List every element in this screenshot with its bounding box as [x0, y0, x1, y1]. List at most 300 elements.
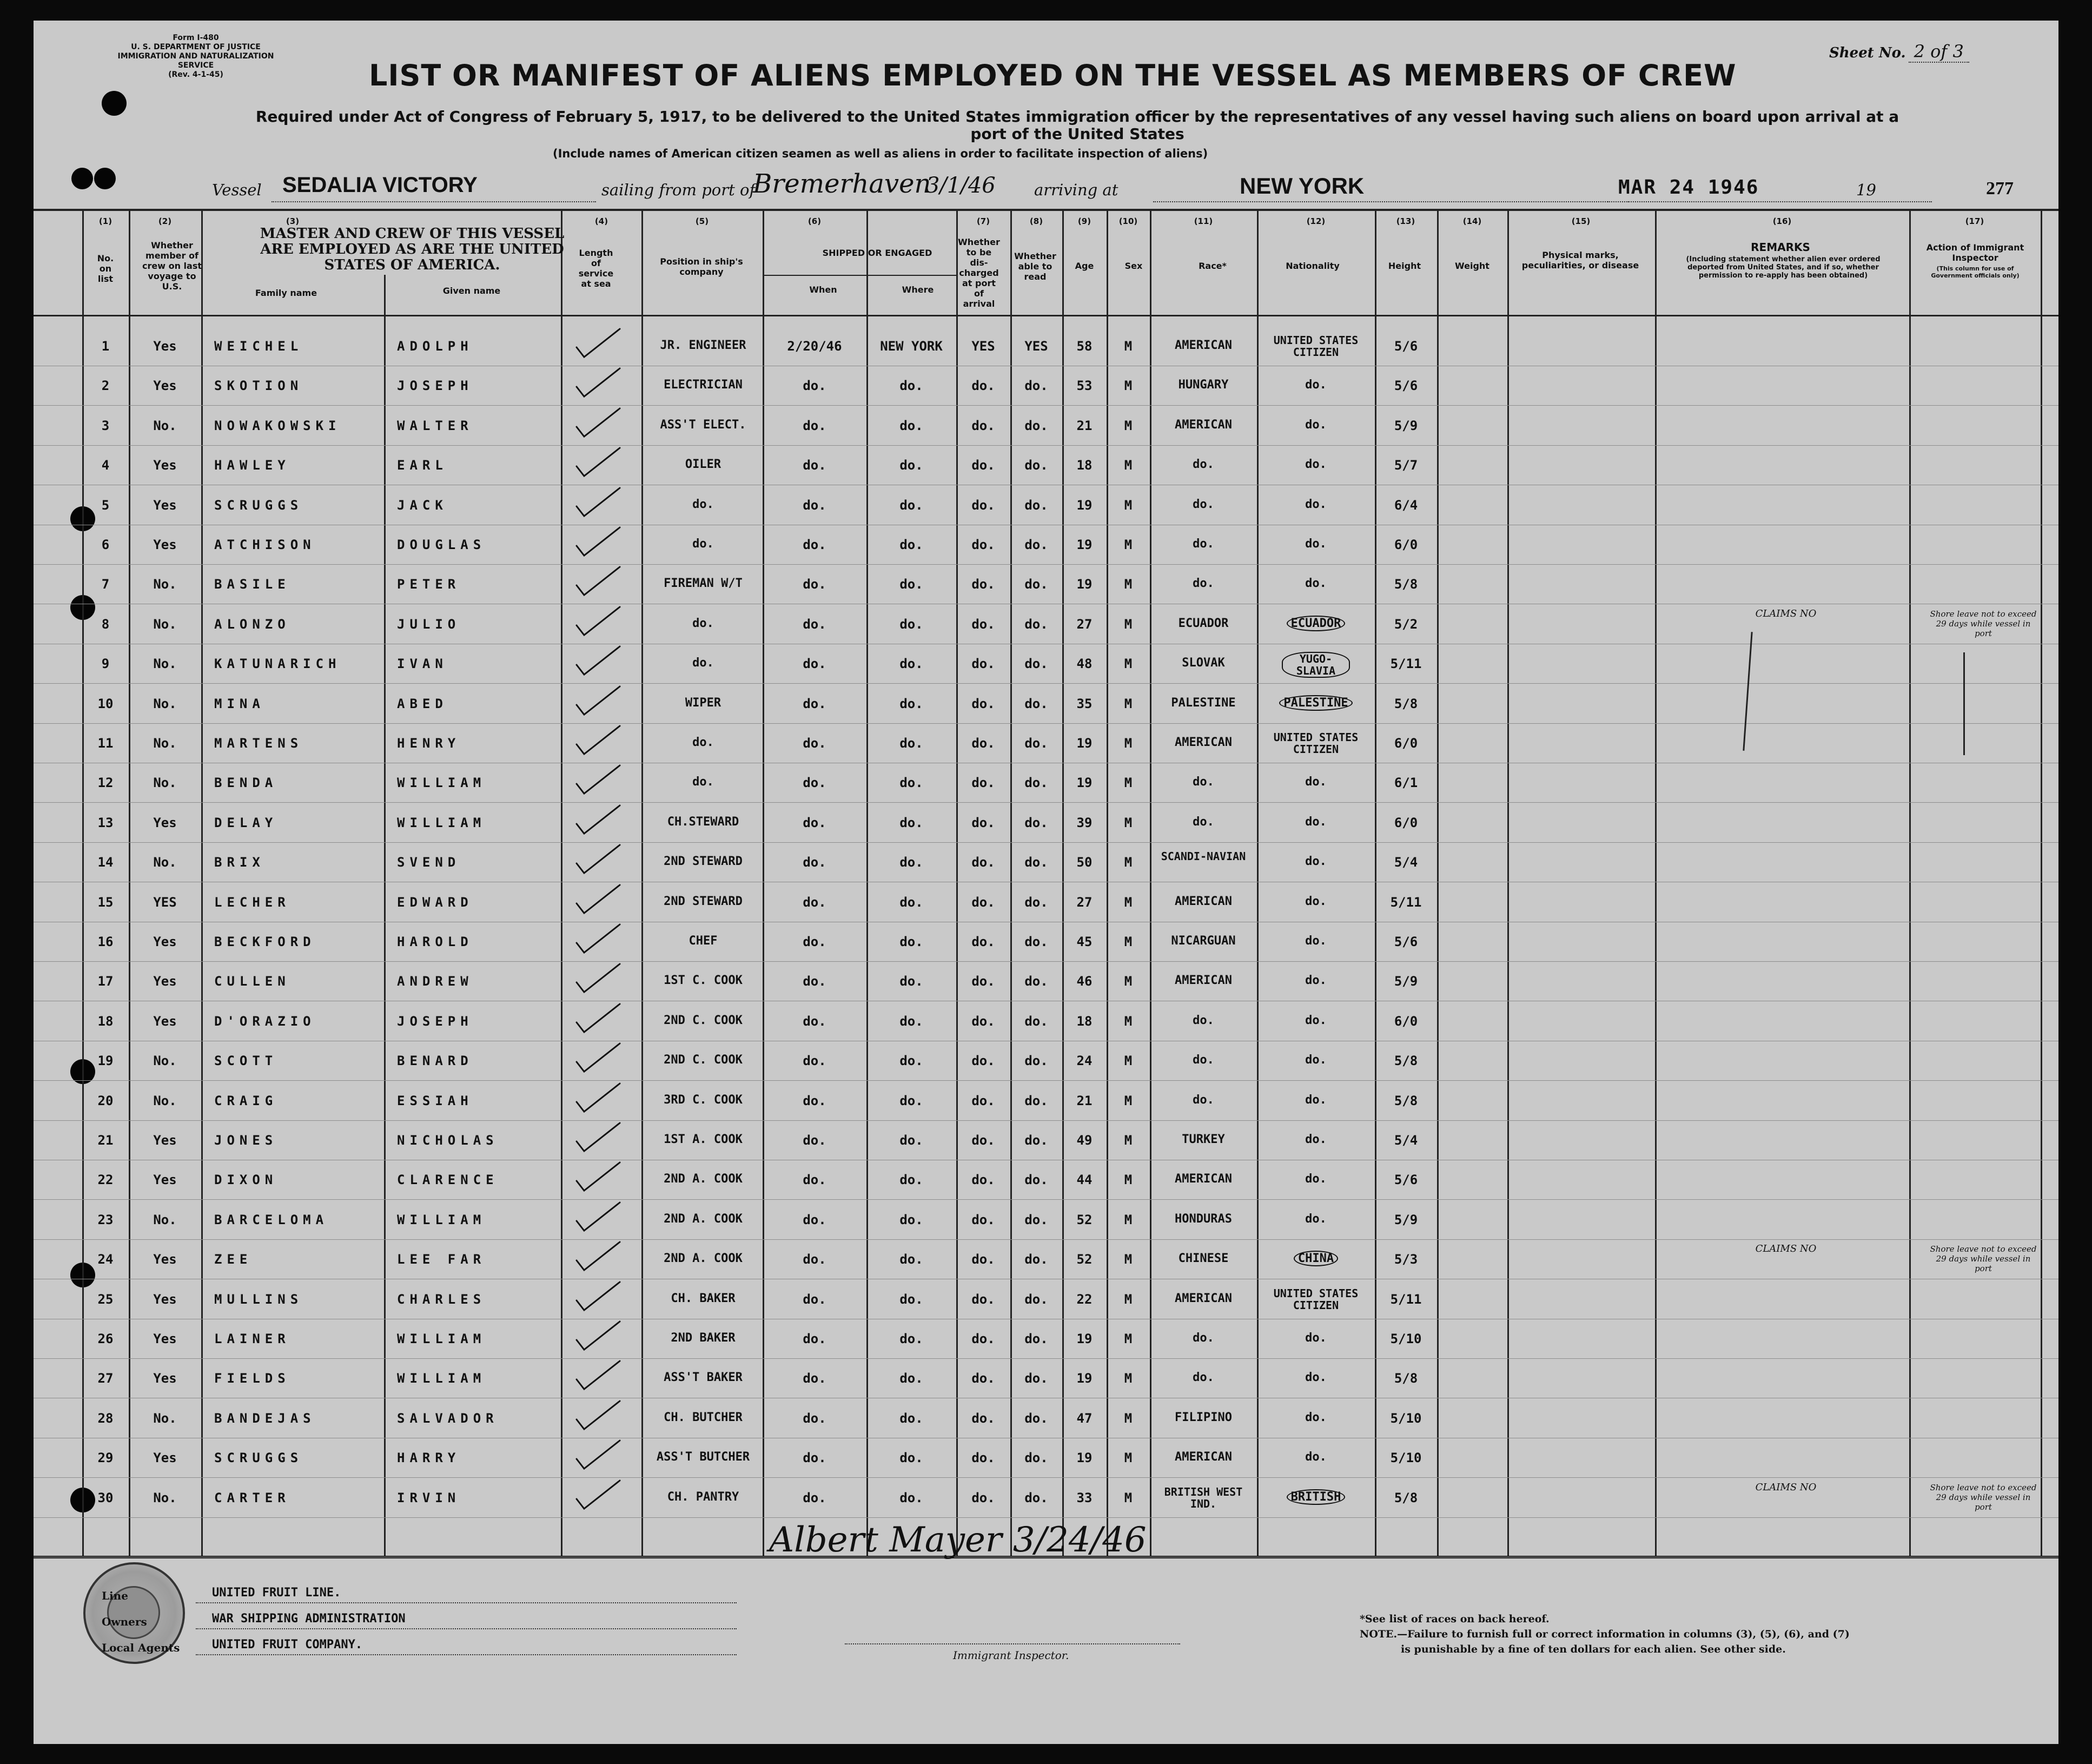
race-cell: do. — [1193, 458, 1214, 471]
agents-underline — [196, 1654, 737, 1655]
line-underline — [196, 1602, 737, 1603]
sex-cell: M — [1124, 577, 1133, 592]
sheet-value: 2 of 3 — [1909, 41, 1969, 63]
row-rule — [34, 1199, 2058, 1200]
column-divider — [1655, 211, 1657, 1556]
header-able-to-read: Whether able to read — [1014, 251, 1056, 282]
age-cell: 21 — [1076, 1093, 1093, 1108]
no-cell: 17 — [97, 974, 114, 989]
remarks-cell: CLAIMS NO — [1755, 1244, 1817, 1254]
line-value: UNITED FRUIT LINE. — [212, 1586, 341, 1600]
action-cell: Shore leave not to exceed 29 days while vessel in port — [1930, 1483, 2037, 1512]
shipped-where-cell: do. — [899, 418, 923, 433]
position-cell: CH. BUTCHER — [664, 1411, 743, 1424]
family-name-cell: SCRUGGS — [214, 498, 303, 513]
race-cell: AMERICAN — [1175, 1450, 1232, 1464]
age-cell: 19 — [1076, 1371, 1093, 1386]
nationality-circle: PALESTINE — [1279, 695, 1352, 711]
shipped-where-cell: do. — [899, 378, 923, 393]
no-cell: 24 — [97, 1252, 114, 1267]
prev-voyage-cell: No. — [153, 1411, 177, 1426]
no-cell: 22 — [97, 1172, 114, 1187]
prev-voyage-cell: Yes — [153, 1371, 177, 1386]
subtitle-line-2: port of the United States — [970, 125, 1184, 143]
no-cell: 29 — [97, 1450, 114, 1465]
check-mark-icon — [574, 1319, 623, 1352]
no-cell: 18 — [97, 1014, 114, 1029]
column-divider — [1375, 211, 1376, 1556]
remarks-cell — [1678, 331, 1894, 365]
no-cell: 5 — [101, 498, 110, 513]
shipped-when-cell: do. — [803, 1133, 826, 1148]
able-to-read-cell: do. — [1024, 1490, 1048, 1505]
able-to-read-cell: do. — [1024, 498, 1048, 513]
row-rule — [34, 564, 2058, 565]
prev-voyage-cell: Yes — [153, 815, 177, 830]
owners-value: WAR SHIPPING ADMINISTRATION — [212, 1612, 406, 1626]
height-cell: 6/0 — [1394, 537, 1418, 552]
header-discharged: Whether to be dis-charged at port of arrival — [958, 237, 1000, 309]
family-name-cell: FIELDS — [214, 1371, 290, 1386]
nationality-cell: do. — [1305, 1411, 1327, 1424]
shipped-when-cell: do. — [803, 934, 826, 949]
shipped-when-cell: do. — [803, 418, 826, 433]
family-name-cell: SKOTION — [214, 378, 303, 393]
header-no-on-list: No. on list — [97, 253, 114, 284]
discharged-cell: do. — [971, 537, 995, 552]
prev-voyage-cell: No. — [153, 696, 177, 711]
able-to-read-cell: do. — [1024, 1411, 1048, 1426]
age-cell: 27 — [1076, 895, 1093, 910]
no-cell: 9 — [101, 656, 110, 671]
check-mark-icon — [574, 1478, 623, 1511]
page-title: LIST OR MANIFEST OF ALIENS EMPLOYED ON THE VESSEL AS MEMBERS OF CREW — [369, 58, 1737, 93]
sailing-label: sailing from port of — [601, 181, 756, 199]
shipped-when-cell: do. — [803, 378, 826, 393]
nationality-cell: do. — [1305, 418, 1327, 432]
shipped-when-cell: do. — [803, 736, 826, 751]
family-name-cell: DIXON — [214, 1172, 278, 1187]
prev-voyage-cell: Yes — [153, 537, 177, 552]
given-name-cell: EARL — [397, 458, 448, 473]
check-mark-icon — [574, 922, 623, 955]
page-number: 277 — [1986, 179, 2014, 199]
prev-voyage-cell: Yes — [153, 1014, 177, 1029]
header-sex: Sex — [1124, 261, 1143, 271]
able-to-read-cell: do. — [1024, 458, 1048, 473]
sex-cell: M — [1124, 378, 1133, 393]
no-cell: 27 — [97, 1371, 114, 1386]
shipped-where-cell: do. — [899, 617, 923, 632]
shipped-when-cell: do. — [803, 1331, 826, 1346]
no-cell: 25 — [97, 1292, 114, 1307]
column-divider — [1107, 211, 1108, 1556]
prev-voyage-cell: No. — [153, 736, 177, 751]
age-cell: 19 — [1076, 736, 1093, 751]
able-to-read-cell: do. — [1024, 1093, 1048, 1108]
shipped-where-cell: do. — [899, 1411, 923, 1426]
no-cell: 3 — [101, 418, 110, 433]
race-cell: ECUADOR — [1178, 617, 1229, 630]
shipped-when-cell: do. — [803, 1172, 826, 1187]
column-number-label: (13) — [1396, 216, 1415, 226]
sex-cell: M — [1124, 736, 1133, 751]
able-to-read-cell: do. — [1024, 1172, 1048, 1187]
row-rule — [34, 1358, 2058, 1359]
height-cell: 6/0 — [1394, 1014, 1418, 1029]
given-name-cell: ANDREW — [397, 974, 473, 989]
race-cell: SLOVAK — [1182, 656, 1225, 670]
header-action-sub: (This column for use of Government officials only) — [1931, 265, 2020, 279]
no-cell: 4 — [101, 458, 110, 473]
nationality-cell: do. — [1305, 378, 1327, 392]
position-cell: 2ND A. COOK — [664, 1172, 743, 1186]
remarks-cell — [1678, 569, 1894, 603]
shipped-when-cell: do. — [803, 1292, 826, 1307]
given-name-cell: CLARENCE — [397, 1172, 499, 1187]
race-cell: do. — [1193, 775, 1214, 789]
family-name-cell: LECHER — [214, 895, 290, 910]
nationality-cell: do. — [1305, 1331, 1327, 1345]
shipped-when-cell: do. — [803, 1411, 826, 1426]
height-cell: 5/6 — [1394, 934, 1418, 949]
given-name-cell: JULIO — [397, 617, 461, 632]
vessel-underline — [272, 201, 596, 202]
shipped-when-cell: 2/20/46 — [787, 339, 842, 354]
age-cell: 24 — [1076, 1053, 1093, 1068]
able-to-read-cell: do. — [1024, 855, 1048, 870]
given-name-cell: JOSEPH — [397, 378, 473, 393]
punch-hole — [102, 91, 127, 116]
family-name-cell: HAWLEY — [214, 458, 290, 473]
discharged-cell: do. — [971, 1014, 995, 1029]
nationality-cell — [1257, 652, 1375, 690]
shipped-when-cell: do. — [803, 775, 826, 790]
discharged-cell: YES — [971, 339, 995, 354]
given-name-cell: LEE FAR — [397, 1252, 486, 1267]
given-name-cell: SVEND — [397, 855, 461, 870]
race-cell: do. — [1193, 815, 1214, 829]
column-number-label: (12) — [1306, 216, 1326, 226]
prev-voyage-cell: Yes — [153, 1331, 177, 1346]
check-mark-icon — [574, 486, 623, 518]
given-name-cell: CHARLES — [397, 1292, 486, 1307]
prev-voyage-cell: YES — [153, 895, 177, 910]
discharged-cell: do. — [971, 1331, 995, 1346]
header-length-of-service: Length of service at sea — [578, 248, 614, 289]
sex-cell: M — [1124, 1371, 1133, 1386]
shipped-when-cell: do. — [803, 1252, 826, 1267]
check-mark-icon — [574, 1438, 623, 1471]
action-cell — [1927, 1284, 2040, 1318]
check-mark-icon — [574, 327, 623, 359]
height-cell: 6/0 — [1394, 815, 1418, 830]
remarks-cell — [1678, 490, 1894, 524]
given-name-cell: HENRY — [397, 736, 461, 751]
nationality-cell: do. — [1305, 1172, 1327, 1186]
remarks-cell — [1678, 1324, 1894, 1357]
column-number-label: (3) — [286, 216, 300, 226]
discharged-cell: do. — [971, 1411, 995, 1426]
position-cell: 2ND STEWARD — [664, 855, 743, 868]
height-cell: 5/4 — [1394, 855, 1418, 870]
family-name-cell: BARCELOMA — [214, 1212, 329, 1227]
shipped-when-cell: do. — [803, 815, 826, 830]
nationality-cell: do. — [1305, 1133, 1327, 1146]
header-physical-marks: Physical marks, peculiarities, or disease — [1521, 250, 1639, 270]
shipped-when-cell: do. — [803, 974, 826, 989]
form-revision: (Rev. 4-1-45) — [168, 70, 223, 79]
no-cell: 1 — [101, 339, 110, 354]
shipped-where-cell: do. — [899, 736, 923, 751]
action-cell — [1927, 728, 2040, 762]
position-cell: 2ND C. COOK — [664, 1053, 743, 1067]
age-cell: 27 — [1076, 617, 1093, 632]
check-mark-icon — [574, 366, 623, 399]
given-name-cell: IRVIN — [397, 1490, 461, 1505]
age-cell: 19 — [1076, 1331, 1093, 1346]
discharged-cell: do. — [971, 498, 995, 513]
position-cell: do. — [692, 736, 714, 749]
column-number-label: (8) — [1029, 216, 1043, 226]
discharged-cell: do. — [971, 815, 995, 830]
race-cell: NICARGUAN — [1171, 934, 1236, 948]
nationality-cell: do. — [1305, 1212, 1327, 1226]
column-number-label: (11) — [1194, 216, 1213, 226]
shipped-when-cell: do. — [803, 1053, 826, 1068]
column-divider — [956, 211, 958, 1556]
remarks-cell — [1678, 847, 1894, 881]
family-name-cell: ATCHISON — [214, 537, 316, 552]
given-name-cell: DOUGLAS — [397, 537, 486, 552]
action-cell — [1927, 530, 2040, 563]
sex-cell: M — [1124, 855, 1133, 870]
discharged-cell: do. — [971, 1053, 995, 1068]
action-cell — [1927, 1363, 2040, 1397]
prev-voyage-cell: Yes — [153, 1450, 177, 1465]
header-race: Race* — [1199, 261, 1227, 271]
able-to-read-cell: do. — [1024, 895, 1048, 910]
position-cell: do. — [692, 498, 714, 511]
discharged-cell: do. — [971, 1450, 995, 1465]
age-cell: 44 — [1076, 1172, 1093, 1187]
height-cell: 6/0 — [1394, 736, 1418, 751]
height-cell: 6/1 — [1394, 775, 1418, 790]
check-mark-icon — [574, 1160, 623, 1193]
row-rule — [34, 1120, 2058, 1121]
check-mark-icon — [574, 1399, 623, 1431]
position-cell: 2ND C. COOK — [664, 1014, 743, 1027]
discharged-cell: do. — [971, 1212, 995, 1227]
nationality-circle: YUGO-SLAVIA — [1282, 652, 1350, 678]
able-to-read-cell: do. — [1024, 1371, 1048, 1386]
no-cell: 2 — [101, 378, 110, 393]
sex-cell: M — [1124, 1212, 1133, 1227]
sex-cell: M — [1124, 1411, 1133, 1426]
able-to-read-cell: do. — [1024, 1252, 1048, 1267]
sex-cell: M — [1124, 775, 1133, 790]
height-cell: 5/2 — [1394, 617, 1418, 632]
remarks-cell — [1678, 966, 1894, 1000]
shipped-where-cell: do. — [899, 1212, 923, 1227]
race-cell: do. — [1193, 498, 1214, 511]
discharged-cell: do. — [971, 378, 995, 393]
family-name-cell: ALONZO — [214, 617, 290, 632]
shipped-where-cell: do. — [899, 656, 923, 671]
column-divider — [2041, 211, 2042, 1556]
sex-cell: M — [1124, 418, 1133, 433]
able-to-read-cell: do. — [1024, 1133, 1048, 1148]
height-cell: 5/3 — [1394, 1252, 1418, 1267]
age-cell: 19 — [1076, 537, 1093, 552]
nationality-cell: do. — [1305, 1450, 1327, 1464]
discharged-cell: do. — [971, 934, 995, 949]
discharged-cell: do. — [971, 696, 995, 711]
able-to-read-cell: do. — [1024, 736, 1048, 751]
shipped-when-cell: do. — [803, 1212, 826, 1227]
header-action: Action of Immigrant Inspector — [1926, 242, 2024, 263]
no-cell: 26 — [97, 1331, 114, 1346]
row-rule — [34, 1477, 2058, 1478]
punch-hole — [94, 168, 116, 189]
column-number-label: (9) — [1077, 216, 1091, 226]
inspector-line — [845, 1643, 1180, 1644]
able-to-read-cell: do. — [1024, 1014, 1048, 1029]
prev-voyage-cell: Yes — [153, 1292, 177, 1307]
height-cell: 5/10 — [1390, 1331, 1422, 1346]
position-cell: CH.STEWARD — [667, 815, 739, 829]
race-cell: TURKEY — [1182, 1133, 1225, 1146]
check-mark-icon — [574, 1240, 623, 1272]
shipped-where-cell: do. — [899, 1252, 923, 1267]
age-cell: 18 — [1076, 458, 1093, 473]
sex-cell: M — [1124, 498, 1133, 513]
able-to-read-cell: do. — [1024, 974, 1048, 989]
able-to-read-cell: do. — [1024, 1292, 1048, 1307]
sex-cell: M — [1124, 1172, 1133, 1187]
position-cell: 1ST C. COOK — [664, 974, 743, 987]
action-cell — [1927, 808, 2040, 841]
no-cell: 21 — [97, 1133, 114, 1148]
remarks-cell — [1678, 1125, 1894, 1159]
row-rule — [34, 1239, 2058, 1240]
able-to-read-cell: do. — [1024, 656, 1048, 671]
height-cell: 5/8 — [1394, 1093, 1418, 1108]
nationality-circle: BRITISH — [1287, 1489, 1346, 1505]
race-cell: AMERICAN — [1175, 1292, 1232, 1305]
sex-cell: M — [1124, 537, 1133, 552]
able-to-read-cell: do. — [1024, 1053, 1048, 1068]
remarks-cell — [1678, 530, 1894, 563]
remarks-cell — [1678, 411, 1894, 444]
prev-voyage-cell: No. — [153, 617, 177, 632]
able-to-read-cell: do. — [1024, 1450, 1048, 1465]
no-cell: 12 — [97, 775, 114, 790]
family-name-cell: JONES — [214, 1133, 278, 1148]
discharged-cell: do. — [971, 855, 995, 870]
family-name-cell: LAINER — [214, 1331, 290, 1346]
nationality-cell: UNITED STATES CITIZEN — [1273, 334, 1359, 359]
no-cell: 7 — [101, 577, 110, 592]
date-stamp: MAR 24 1946 — [1618, 176, 1759, 199]
shipped-where-cell: do. — [899, 815, 923, 830]
check-mark-icon — [574, 724, 623, 756]
shipped-when-cell: do. — [803, 855, 826, 870]
race-cell: do. — [1193, 1371, 1214, 1384]
nationality-cell: do. — [1305, 1014, 1327, 1027]
action-cell — [1927, 847, 2040, 881]
given-name-cell: HAROLD — [397, 934, 473, 949]
shipped-where-cell: do. — [899, 498, 923, 513]
column-number-label: (14) — [1462, 216, 1482, 226]
header-remarks: REMARKS — [1751, 241, 1810, 254]
column-divider — [1062, 211, 1064, 1556]
position-cell: 2ND A. COOK — [664, 1252, 743, 1265]
check-mark-icon — [574, 525, 623, 558]
position-cell: WIPER — [685, 696, 721, 710]
sex-cell: M — [1124, 1093, 1133, 1108]
discharged-cell: do. — [971, 1252, 995, 1267]
sex-cell: M — [1124, 1014, 1133, 1029]
remarks-cell — [1678, 1363, 1894, 1397]
age-cell: 50 — [1076, 855, 1093, 870]
nationality-cell: do. — [1305, 775, 1327, 789]
race-cell: do. — [1193, 1331, 1214, 1345]
action-cell — [1927, 1046, 2040, 1079]
position-cell: do. — [692, 656, 714, 670]
action-cell — [1927, 1205, 2040, 1238]
check-mark-icon — [574, 1041, 623, 1074]
able-to-read-cell: do. — [1024, 418, 1048, 433]
check-mark-icon — [574, 1359, 623, 1391]
height-cell: 5/7 — [1394, 458, 1418, 473]
shipped-when-cell: do. — [803, 696, 826, 711]
race-cell: HUNGARY — [1178, 378, 1229, 392]
action-cell — [1927, 689, 2040, 722]
check-mark-icon — [574, 843, 623, 875]
age-cell: 53 — [1076, 378, 1093, 393]
check-mark-icon — [574, 803, 623, 836]
given-name-cell: EDWARD — [397, 895, 473, 910]
remarks-cell: CLAIMS NO — [1755, 609, 1817, 619]
age-cell: 22 — [1076, 1292, 1093, 1307]
race-cell: AMERICAN — [1175, 1172, 1232, 1186]
check-mark-icon — [574, 1002, 623, 1034]
remarks-cell — [1678, 768, 1894, 801]
header-remarks-sub: (Including statement whether alien ever ordered deported from United States, and if so, whether permission to re-apply has been obtained) — [1686, 255, 1881, 280]
given-name-cell: PETER — [397, 577, 461, 592]
nationality-cell — [1257, 1252, 1375, 1270]
shipped-where-cell: do. — [899, 1331, 923, 1346]
able-to-read-cell: YES — [1024, 339, 1048, 354]
sex-cell: M — [1124, 656, 1133, 671]
discharged-cell: do. — [971, 418, 995, 433]
no-cell: 19 — [97, 1053, 114, 1068]
family-name-cell: SCOTT — [214, 1053, 278, 1068]
shipped-when-cell: do. — [803, 498, 826, 513]
row-rule — [34, 842, 2058, 843]
prev-voyage-cell: Yes — [153, 1172, 177, 1187]
fine-note-cont: is punishable by a fine of ten dollars for each alien. See other side. — [1401, 1643, 1786, 1655]
position-cell: JR. ENGINEER — [660, 339, 746, 352]
height-cell: 5/6 — [1394, 339, 1418, 354]
shipped-when-cell: do. — [803, 577, 826, 592]
check-mark-icon — [574, 565, 623, 597]
age-cell: 33 — [1076, 1490, 1093, 1505]
shipped-when-cell: do. — [803, 1014, 826, 1029]
prev-voyage-cell: No. — [153, 1053, 177, 1068]
nationality-cell: do. — [1305, 1053, 1327, 1067]
